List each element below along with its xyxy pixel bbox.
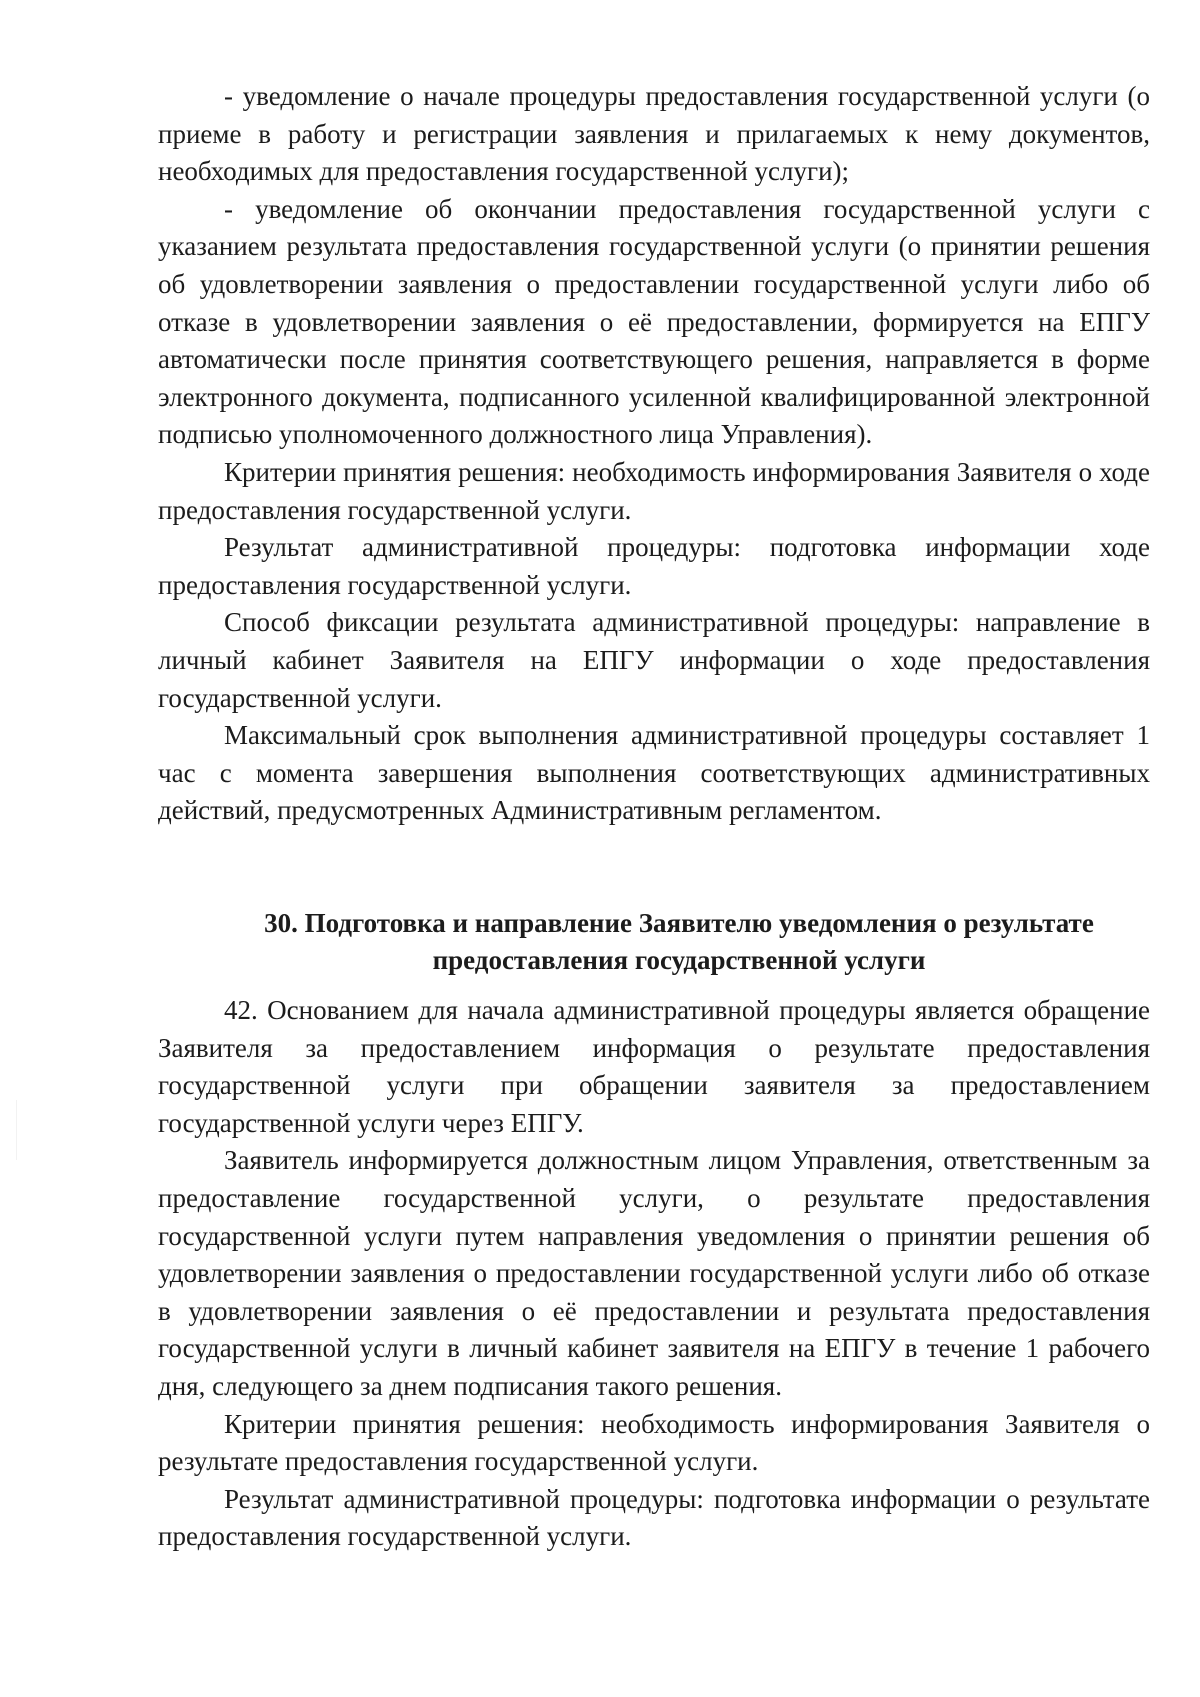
scan-margin-mark [16, 1100, 17, 1160]
paragraph-applicant-informed: Заявитель информируется должностным лицом Управления, ответственным за предоставление государственной услуги, о результате предоставления государственной услуги путем направления уведомления о принятии решения об удовлетворении заявления о предоставлении государственной услуги либо об отказе в удовлетворении заявления о её предоставлении и результата предоставления государственной услуги в личный кабинет заявителя на ЕПГУ в течение 1 рабочего дня, следующего за днем подписания такого решения. [158, 1145, 1150, 1401]
section-heading-line-2: предоставления государственной услуги [432, 945, 926, 976]
paragraph-max-term: Максимальный срок выполнения административной процедуры составляет 1 час с момента завершения выполнения соответствующих административных действий, предусмотренных Административным регламентом. [158, 720, 1150, 826]
section-heading-line-1: 30. Подготовка и направление Заявителю уведомления о результате [264, 907, 1094, 938]
section-heading [158, 905, 1150, 980]
paragraph-decision-criteria-2: Критерии принятия решения: необходимость информирования Заявителя о результате предоставления государственной услуги. [158, 1408, 1150, 1477]
paragraph-42-grounds: 42. Основанием для начала административной процедуры является обращение Заявителя за предоставлением информация о результате предоставления государственной услуги при обращении заявителя за предоставлением государственной услуги через ЕПГУ. [158, 995, 1150, 1138]
paragraph-fixation-method: Способ фиксации результата административной процедуры: направление в личный кабинет Заявителя на ЕПГУ информации о ходе предоставления государственной услуги. [158, 607, 1150, 713]
paragraph-procedure-result: Результат административной процедуры: подготовка информации ходе предоставления государственной услуги. [158, 532, 1150, 600]
paragraph-notice-start: - уведомление о начале процедуры предоставления государственной услуги (о приеме в работу и регистрации заявления и прилагаемых к нему документов, необходимых для предоставления государственной услуги); [158, 81, 1150, 187]
paragraph-procedure-result-2: Результат административной процедуры: подготовка информации о результате предоставления государственной услуги. [158, 1483, 1150, 1552]
document-page [158, 78, 1150, 1556]
paragraph-notice-end: - уведомление об окончании предоставления государственной услуги с указанием результата предоставления государственной услуги (о принятии решения об удовлетворении заявления о предоставлении государственной услуги либо об отказе в удовлетворении заявления о её предоставлении, формируется на ЕПГУ автоматически после принятия соответствующего решения, направляется в форме электронного документа, подписанного усиленной квалифицированной электронной подписью уполномоченного должностного лица Управления). [158, 193, 1150, 450]
paragraph-decision-criteria: Критерии принятия решения: необходимость информирования Заявителя о ходе предоставления государственной услуги. [158, 456, 1150, 525]
